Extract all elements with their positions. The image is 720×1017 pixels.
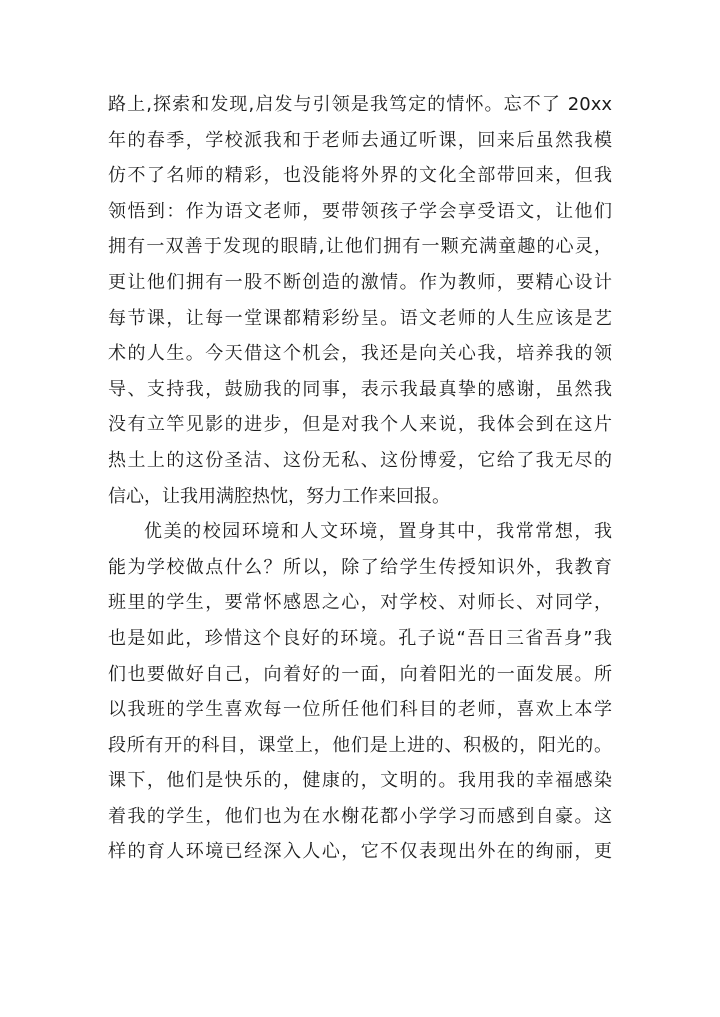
paragraph-line: 课下，他们是快乐的，健康的，文明的。我用我的幸福感染 bbox=[108, 770, 612, 792]
paragraph-line: 路上,探索和发现,启发与引领是我笃定的情怀。忘不了 20xx bbox=[108, 94, 612, 115]
paragraph-line: 领悟到：作为语文老师，要带领孩子学会享受语文，让他们 bbox=[108, 200, 612, 222]
paragraph-line: 更让他们拥有一股不断创造的激情。作为教师，要精心设计 bbox=[108, 271, 612, 293]
paragraph-line: 着我的学生，他们也为在水榭花都小学学习而感到自豪。这 bbox=[108, 805, 612, 827]
paragraph-line: 样的育人环境已经深入人心，它不仅表现出外在的绚丽，更 bbox=[108, 841, 612, 863]
paragraph-line: 也是如此，珍惜这个良好的环境。孔子说“吾日三省吾身”我 bbox=[108, 627, 612, 649]
paragraph-line: 每节课，让每一堂课都精彩纷呈。语文老师的人生应该是艺 bbox=[108, 307, 612, 329]
paragraph-line: 段所有开的科目，课堂上，他们是上进的、积极的，阳光的。 bbox=[108, 734, 612, 756]
paragraph-1 bbox=[108, 87, 612, 514]
paragraph-line: 以我班的学生喜欢每一位所任他们科目的老师，喜欢上本学 bbox=[108, 699, 612, 721]
paragraph-line: 仿不了名师的精彩，也没能将外界的文化全部带回来，但我 bbox=[108, 165, 612, 187]
paragraph-line: 信心，让我用满腔热忱，努力工作来回报。 bbox=[108, 485, 450, 507]
paragraph-line: 没有立竿见影的进步，但是对我个人来说，我体会到在这片 bbox=[108, 414, 612, 436]
paragraph-line: 们也要做好自己，向着好的一面，向着阳光的一面发展。所 bbox=[108, 663, 612, 685]
paragraph-line: 能为学校做点什么？所以，除了给学生传授知识外，我教育 bbox=[108, 556, 612, 578]
paragraph-line: 优美的校园环境和人文环境，置身其中，我常常想，我 bbox=[144, 521, 612, 543]
body-text bbox=[108, 87, 612, 870]
paragraph-line: 班里的学生，要常怀感恩之心，对学校、对师长、对同学， bbox=[108, 592, 612, 614]
paragraph-line: 年的春季，学校派我和于老师去通辽听课，回来后虽然我模 bbox=[108, 129, 612, 151]
paragraph-2 bbox=[108, 514, 612, 870]
paragraph-line: 拥有一双善于发现的眼睛,让他们拥有一颗充满童趣的心灵， bbox=[108, 236, 612, 258]
paragraph-line: 热土上的这份圣洁、这份无私、这份博爱，它给了我无尽的 bbox=[108, 449, 612, 471]
paragraph-line: 术的人生。今天借这个机会，我还是向关心我，培养我的领 bbox=[108, 343, 612, 365]
paragraph-line: 导、支持我，鼓励我的同事，表示我最真挚的感谢，虽然我 bbox=[108, 378, 612, 400]
